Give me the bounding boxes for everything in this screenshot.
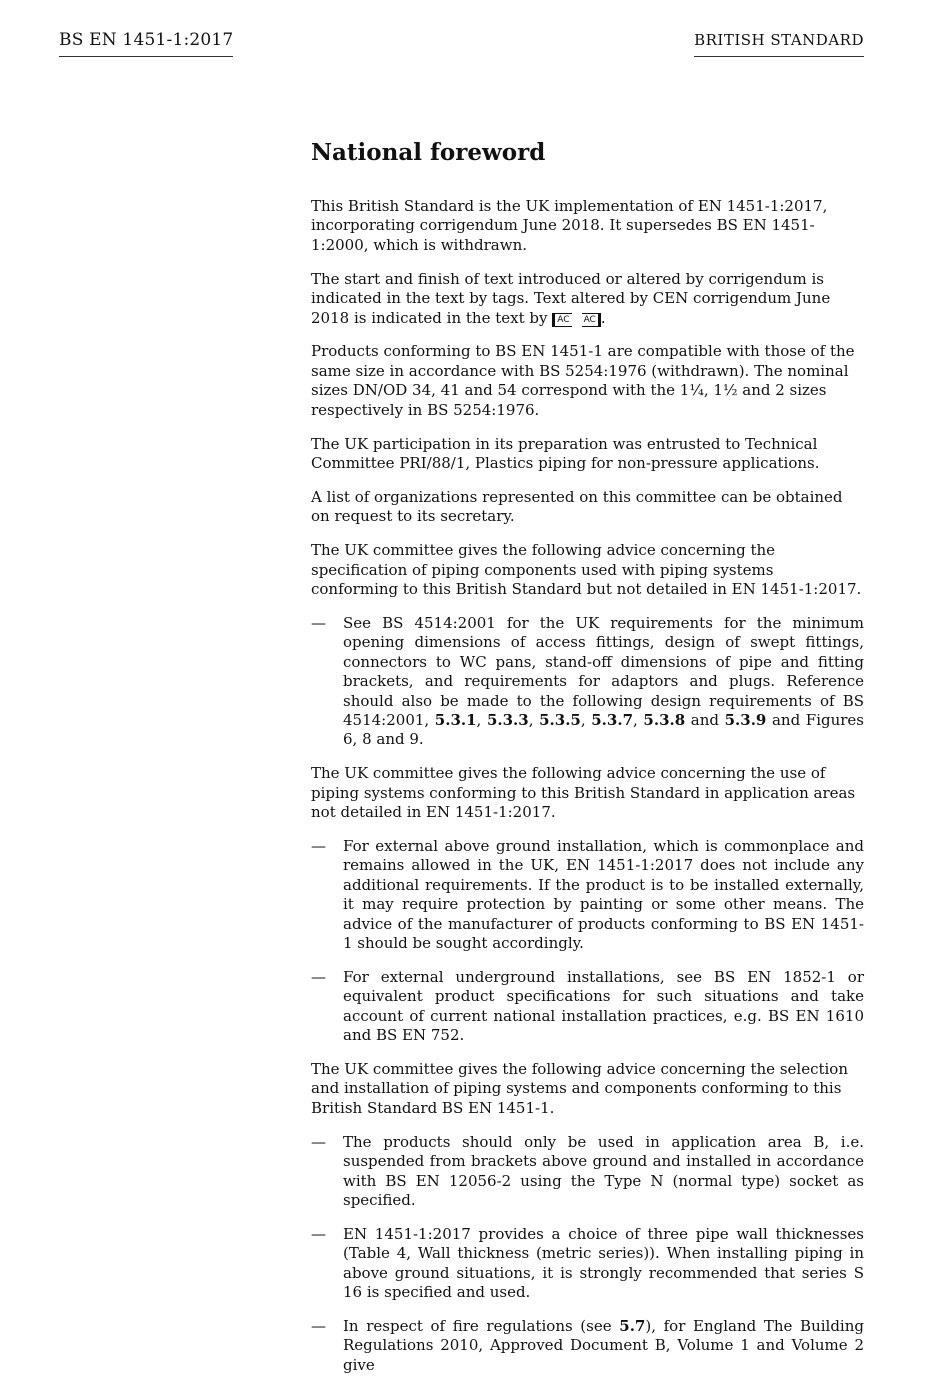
paragraph-advice-use: The UK committee gives the following advice concerning the use of piping systems conforming to this British Standard in application areas not detailed in EN 1451-1:2017.	[311, 764, 856, 822]
bullet-dash: —	[311, 836, 326, 855]
list-item: — The products should only be used in application area B, i.e. suspended from brackets above ground and installed in accordance with BS EN 12056-2 using the Type N (normal type) socket as specified.	[311, 1132, 864, 1209]
bullet-dash: —	[311, 1224, 326, 1243]
list-item: — See BS 4514:2001 for the UK requirements for the minimum opening dimensions of access fittings, design of swept fittings, connectors to WC pans, stand-off dimensions of pipe and fitting brackets, and requirements for adaptors and plugs. Reference should also be made to the following design requirements of BS 4514:2001, 5.3.1, 5.3.3, 5.3.5, 5.3.7, 5.3.8 and 5.3.9 and Figures 6, 8 and 9.	[311, 613, 864, 749]
page-title: National foreword	[311, 139, 546, 166]
bullet-dash: —	[311, 1317, 326, 1335]
list-item: — EN 1451-1:2017 provides a choice of three pipe wall thicknesses (Table 4, Wall thickness (metric series)). When installing piping in above ground situations, it is strongly recommended that series S 16 is specified and used.	[311, 1224, 864, 1302]
ac-close-tag-icon: AC	[582, 313, 601, 327]
bullet-dash: —	[311, 613, 326, 632]
header-doc-id: BS EN 1451-1:2017	[59, 30, 233, 57]
paragraph-advice-specification: The UK committee gives the following advice concerning the specification of piping components used with piping systems conforming to this British Standard but not detailed in EN 1451-1:2017.	[311, 541, 862, 598]
paragraph-corrigendum: The start and finish of text introduced or altered by corrigendum is indicated in the text by tags. Text altered by CEN corrigendum June 2018 is indicated in the text by AC AC .	[311, 269, 831, 327]
page-content	[311, 138, 864, 1390]
corrigendum-text: The start and finish of text introduced or altered by corrigendum is indicated in the text by tags. Text altered by CEN corrigendum June 2018 is indicated in the text by	[311, 269, 831, 327]
list-item: — For external above ground installation, which is commonplace and remains allowed in the UK, EN 1451-1:2017 does not include any additional requirements. If the product is to be installed externally, it may require protection by painting or some other means. The advice of the manufacturer of products conforming to BS EN 1451-1 should be sought accordingly.	[311, 836, 864, 952]
header-series: BRITISH STANDARD	[694, 31, 864, 57]
paragraph-implementation: This British Standard is the UK implementation of EN 1451-1:2017, incorporating corrigendum June 2018. It supersedes BS EN 1451-1:2000, which is withdrawn.	[311, 197, 828, 254]
paragraph-secretary: A list of organizations represented on this committee can be obtained on request to its secretary.	[311, 487, 843, 526]
paragraph-advice-selection: The UK committee gives the following advice concerning the selection and installation of piping systems and components conforming to this British Standard BS EN 1451-1.	[311, 1060, 848, 1117]
paragraph-compatibility: Products conforming to BS EN 1451-1 are compatible with those of the same size in accordance with BS 5254:1976 (withdrawn). The nominal sizes DN/OD 34, 41 and 54 correspond with the 1¼, 1½ and 2 sizes respectively in BS 5254:1976.	[311, 342, 855, 419]
bullet-dash: —	[311, 967, 326, 986]
ac-open-tag-icon: AC	[552, 313, 571, 327]
bullet-dash: —	[311, 1132, 326, 1151]
paragraph-committee: The UK participation in its preparation was entrusted to Technical Committee PRI/88/1, Plastics piping for non-pressure applications.	[311, 434, 820, 472]
list-item: — In respect of fire regulations (see 5.7), for England The Building Regulations 2010, Approved Document B, Volume 1 and Volume 2 give	[311, 1317, 864, 1374]
list-item: — For external underground installations, see BS EN 1852-1 or equivalent product specifications for such situations and take account of current national installation practices, e.g. BS EN 1610 and BS EN 752.	[311, 967, 864, 1045]
